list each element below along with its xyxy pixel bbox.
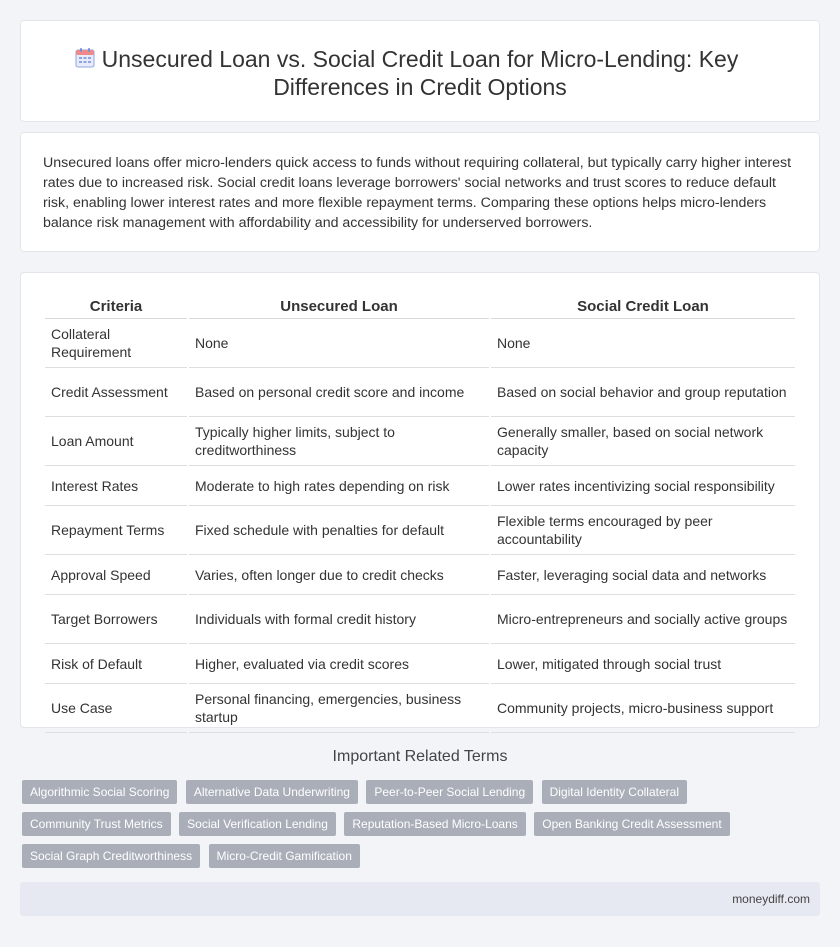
related-term-tag[interactable]: Social Graph Creditworthiness <box>22 844 200 868</box>
criteria-cell: Collateral Requirement <box>45 319 187 368</box>
table-row <box>45 466 795 506</box>
table-row <box>45 506 795 555</box>
criteria-cell: Use Case <box>45 684 187 733</box>
related-term-tag[interactable]: Social Verification Lending <box>179 812 336 836</box>
table-row <box>45 555 795 595</box>
related-term-tag[interactable]: Community Trust Metrics <box>22 812 171 836</box>
social-credit-cell: Lower, mitigated through social trust <box>491 644 795 684</box>
unsecured-cell: Personal financing, emergencies, business startup <box>189 684 489 733</box>
unsecured-cell: Based on personal credit score and income <box>189 368 489 417</box>
related-terms-tags <box>22 780 802 876</box>
criteria-cell: Target Borrowers <box>45 595 187 644</box>
unsecured-cell: Individuals with formal credit history <box>189 595 489 644</box>
social-credit-cell: Faster, leveraging social data and networks <box>491 555 795 595</box>
social-credit-cell: Micro-entrepreneurs and socially active groups <box>491 595 795 644</box>
social-credit-cell: Based on social behavior and group reputation <box>491 368 795 417</box>
social-credit-cell: Generally smaller, based on social network capacity <box>491 417 795 466</box>
unsecured-cell: Fixed schedule with penalties for default <box>189 506 489 555</box>
unsecured-cell: Higher, evaluated via credit scores <box>189 644 489 684</box>
comparison-table-card <box>20 272 820 728</box>
comparison-table <box>43 293 797 733</box>
table-row <box>45 684 795 733</box>
footer <box>20 882 820 916</box>
table-row <box>45 417 795 466</box>
intro-paragraph: Unsecured loans offer micro-lenders quick access to funds without requiring collateral, but typically carry higher interest rates due to increased risk. Social credit loans leverage borrowers' social networks and trust scores to reduce default risk, enabling lower interest rates and more flexible repayment terms. Comparing these options helps micro-lenders balance risk management with affordability and accessibility for underserved borrowers. <box>43 155 792 231</box>
related-term-tag[interactable]: Micro-Credit Gamification <box>209 844 360 868</box>
social-credit-cell: Lower rates incentivizing social responsibility <box>491 466 795 506</box>
related-term-tag[interactable]: Peer-to-Peer Social Lending <box>366 780 533 804</box>
header-card <box>20 20 820 122</box>
table-row <box>45 595 795 644</box>
criteria-cell: Credit Assessment <box>45 368 187 417</box>
header-unsecured-loan: Unsecured Loan <box>189 293 489 319</box>
criteria-cell: Loan Amount <box>45 417 187 466</box>
footer-site-link[interactable]: moneydiff.com <box>732 892 810 906</box>
criteria-cell: Repayment Terms <box>45 506 187 555</box>
related-terms-title: Important Related Terms <box>332 748 508 765</box>
table-row <box>45 368 795 417</box>
criteria-cell: Risk of Default <box>45 644 187 684</box>
related-term-tag[interactable]: Algorithmic Social Scoring <box>22 780 177 804</box>
related-term-tag[interactable]: Reputation-Based Micro-Loans <box>344 812 525 836</box>
unsecured-cell: Varies, often longer due to credit checks <box>189 555 489 595</box>
criteria-cell: Approval Speed <box>45 555 187 595</box>
related-term-tag[interactable]: Alternative Data Underwriting <box>186 780 358 804</box>
table-row <box>45 319 795 368</box>
table-header-row <box>45 293 795 319</box>
related-term-tag[interactable]: Digital Identity Collateral <box>542 780 687 804</box>
page-title: Unsecured Loan vs. Social Credit Loan for Micro-Lending: Key Differences in Credit Options <box>101 46 739 100</box>
criteria-cell: Interest Rates <box>45 466 187 506</box>
header-social-credit-loan: Social Credit Loan <box>491 293 795 319</box>
unsecured-cell: Typically higher limits, subject to creditworthiness <box>189 417 489 466</box>
social-credit-cell: Flexible terms encouraged by peer accountability <box>491 506 795 555</box>
social-credit-cell: Community projects, micro-business support <box>491 684 795 733</box>
social-credit-cell: None <box>491 319 795 368</box>
table-row <box>45 644 795 684</box>
related-term-tag[interactable]: Open Banking Credit Assessment <box>534 812 729 836</box>
intro-card <box>20 132 820 252</box>
unsecured-cell: Moderate to high rates depending on risk <box>189 466 489 506</box>
unsecured-cell: None <box>189 319 489 368</box>
header-criteria: Criteria <box>45 293 187 319</box>
